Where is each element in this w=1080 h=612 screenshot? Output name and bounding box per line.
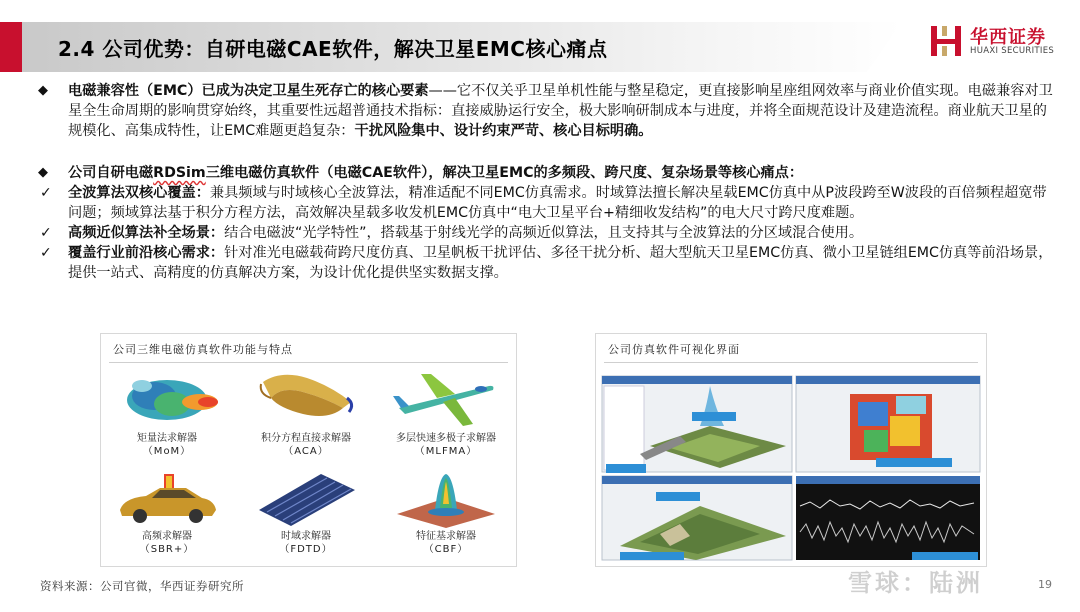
item-text: 兼具频域与时域核心全波算法，精准适配不同EMC仿真需求。时域算法擅长解决星载EMC仿真中从P波段跨至W波段的百倍频程超宽带问题；频域算法基于积分方程方法，高效解决星载多收发机EMC仿真中“电大卫星平台+精细收发结构”的电大尺寸跨尺度难题。 <box>68 185 1047 221</box>
list-item <box>40 243 1060 283</box>
logo-english-name: HUAXI SECURITIES <box>970 46 1055 56</box>
software-screenshots-collage <box>600 366 982 562</box>
page-title: 2.4 公司优势：自研电磁CAE软件，解决卫星EMC核心痛点 <box>58 37 608 61</box>
diamond-bullet-icon: ◆ <box>38 165 48 180</box>
checkmark-icon: ✓ <box>40 225 52 241</box>
p2-post: 三维电磁仿真软件（电磁CAE软件），解决卫星EMC的多频段、跨尺度、复杂场景等核心痛点： <box>205 165 804 181</box>
huaxi-logo <box>930 22 1070 62</box>
list-item <box>40 183 1060 223</box>
solver-abbr: （SBR+） <box>139 544 195 555</box>
solver-abbr: （CBF） <box>423 544 469 555</box>
p2-pre: 公司自研电磁 <box>68 165 154 181</box>
paragraph-rdsim <box>40 163 1060 183</box>
source-note: 资料来源：公司官微，华西证券研究所 <box>40 579 244 593</box>
solver-abbr: （FDTD） <box>279 544 333 555</box>
page-number: 19 <box>1038 578 1052 591</box>
p1-bold: 电磁兼容性（EMC）已成为决定卫星生死存亡的核心要素 <box>68 83 429 99</box>
p2-rdsim: RDSim <box>153 165 206 181</box>
checkmark-icon: ✓ <box>40 185 52 201</box>
header-accent-bar <box>0 22 22 72</box>
item-text: 针对准光电磁载荷跨尺度仿真、卫星帆板干扰评估、多径干扰分析、超大型航天卫星EMC仿真、微小卫星链组EMC仿真等前沿场景，提供一站式、高精度的仿真解决方案，为设计优化提供坚实数据支撑。 <box>68 245 1053 281</box>
item-text: 结合电磁波“光学特性”，搭载基于射线光学的高频近似算法，且支持其与全波算法的分区域混合使用。 <box>224 225 864 241</box>
panel-title: 公司仿真软件可视化界面 <box>608 343 740 356</box>
solver-name: 多层快速多极子求解器 <box>396 433 496 444</box>
solver-mom <box>107 368 227 458</box>
solver-name: 高频求解器 <box>142 531 192 542</box>
body-text <box>40 81 1060 283</box>
mlfma-aircraft-image <box>391 368 501 430</box>
aca-curved-surface-image <box>251 368 361 430</box>
logo-chinese-name: 华西证券 <box>970 27 1046 48</box>
mom-radiation-pattern-image <box>112 368 222 430</box>
solver-features-panel <box>100 333 517 567</box>
solver-mlfma <box>386 368 506 458</box>
solver-sbr <box>107 470 227 556</box>
sbr-car-image <box>112 470 222 528</box>
solver-name: 特征基求解器 <box>416 531 476 542</box>
solver-name: 积分方程直接求解器 <box>261 433 351 444</box>
list-item <box>40 223 1060 243</box>
cbf-array-pattern-image <box>391 470 501 528</box>
panel-title: 公司三维电磁仿真软件功能与特点 <box>113 343 293 356</box>
huaxi-logo-icon <box>930 24 962 58</box>
solver-abbr: （MLFMA） <box>414 446 478 457</box>
fdtd-wave-grid-image <box>251 470 361 528</box>
checkmark-icon: ✓ <box>40 245 52 261</box>
solver-name: 矩量法求解器 <box>137 433 197 444</box>
item-bold: 高频近似算法补全场景： <box>68 225 225 241</box>
solver-fdtd <box>246 470 366 556</box>
visualization-panel <box>595 333 987 567</box>
p1-text: ——它不仅关乎卫星单机性能与整星稳定，更直接影响星座组网效率与商业价值实现。电磁兼容对卫星全生命周期的影响贯穿始终，其重要性远超普通技术指标：直接威胁运行安全，极大影响研制成本与进度，并将全面规范设计及建造流程。商业航天卫星的规模化、高集成特性，让EMC难题更趋复杂： <box>68 83 1053 139</box>
solver-abbr: （MoM） <box>142 446 192 457</box>
solver-name: 时域求解器 <box>281 531 331 542</box>
solver-cbf <box>386 470 506 556</box>
item-bold: 全波算法双核心覆盖： <box>68 185 210 201</box>
p1-tail-bold: 干扰风险集中、设计约束严苛、核心目标明确。 <box>354 123 653 139</box>
solver-abbr: （ACA） <box>283 446 329 457</box>
solver-aca <box>246 368 366 458</box>
diamond-bullet-icon: ◆ <box>38 83 48 98</box>
item-bold: 覆盖行业前沿核心需求： <box>68 245 225 261</box>
watermark: 雪球：陆洲 <box>848 569 983 597</box>
paragraph-emc-importance <box>40 81 1060 141</box>
